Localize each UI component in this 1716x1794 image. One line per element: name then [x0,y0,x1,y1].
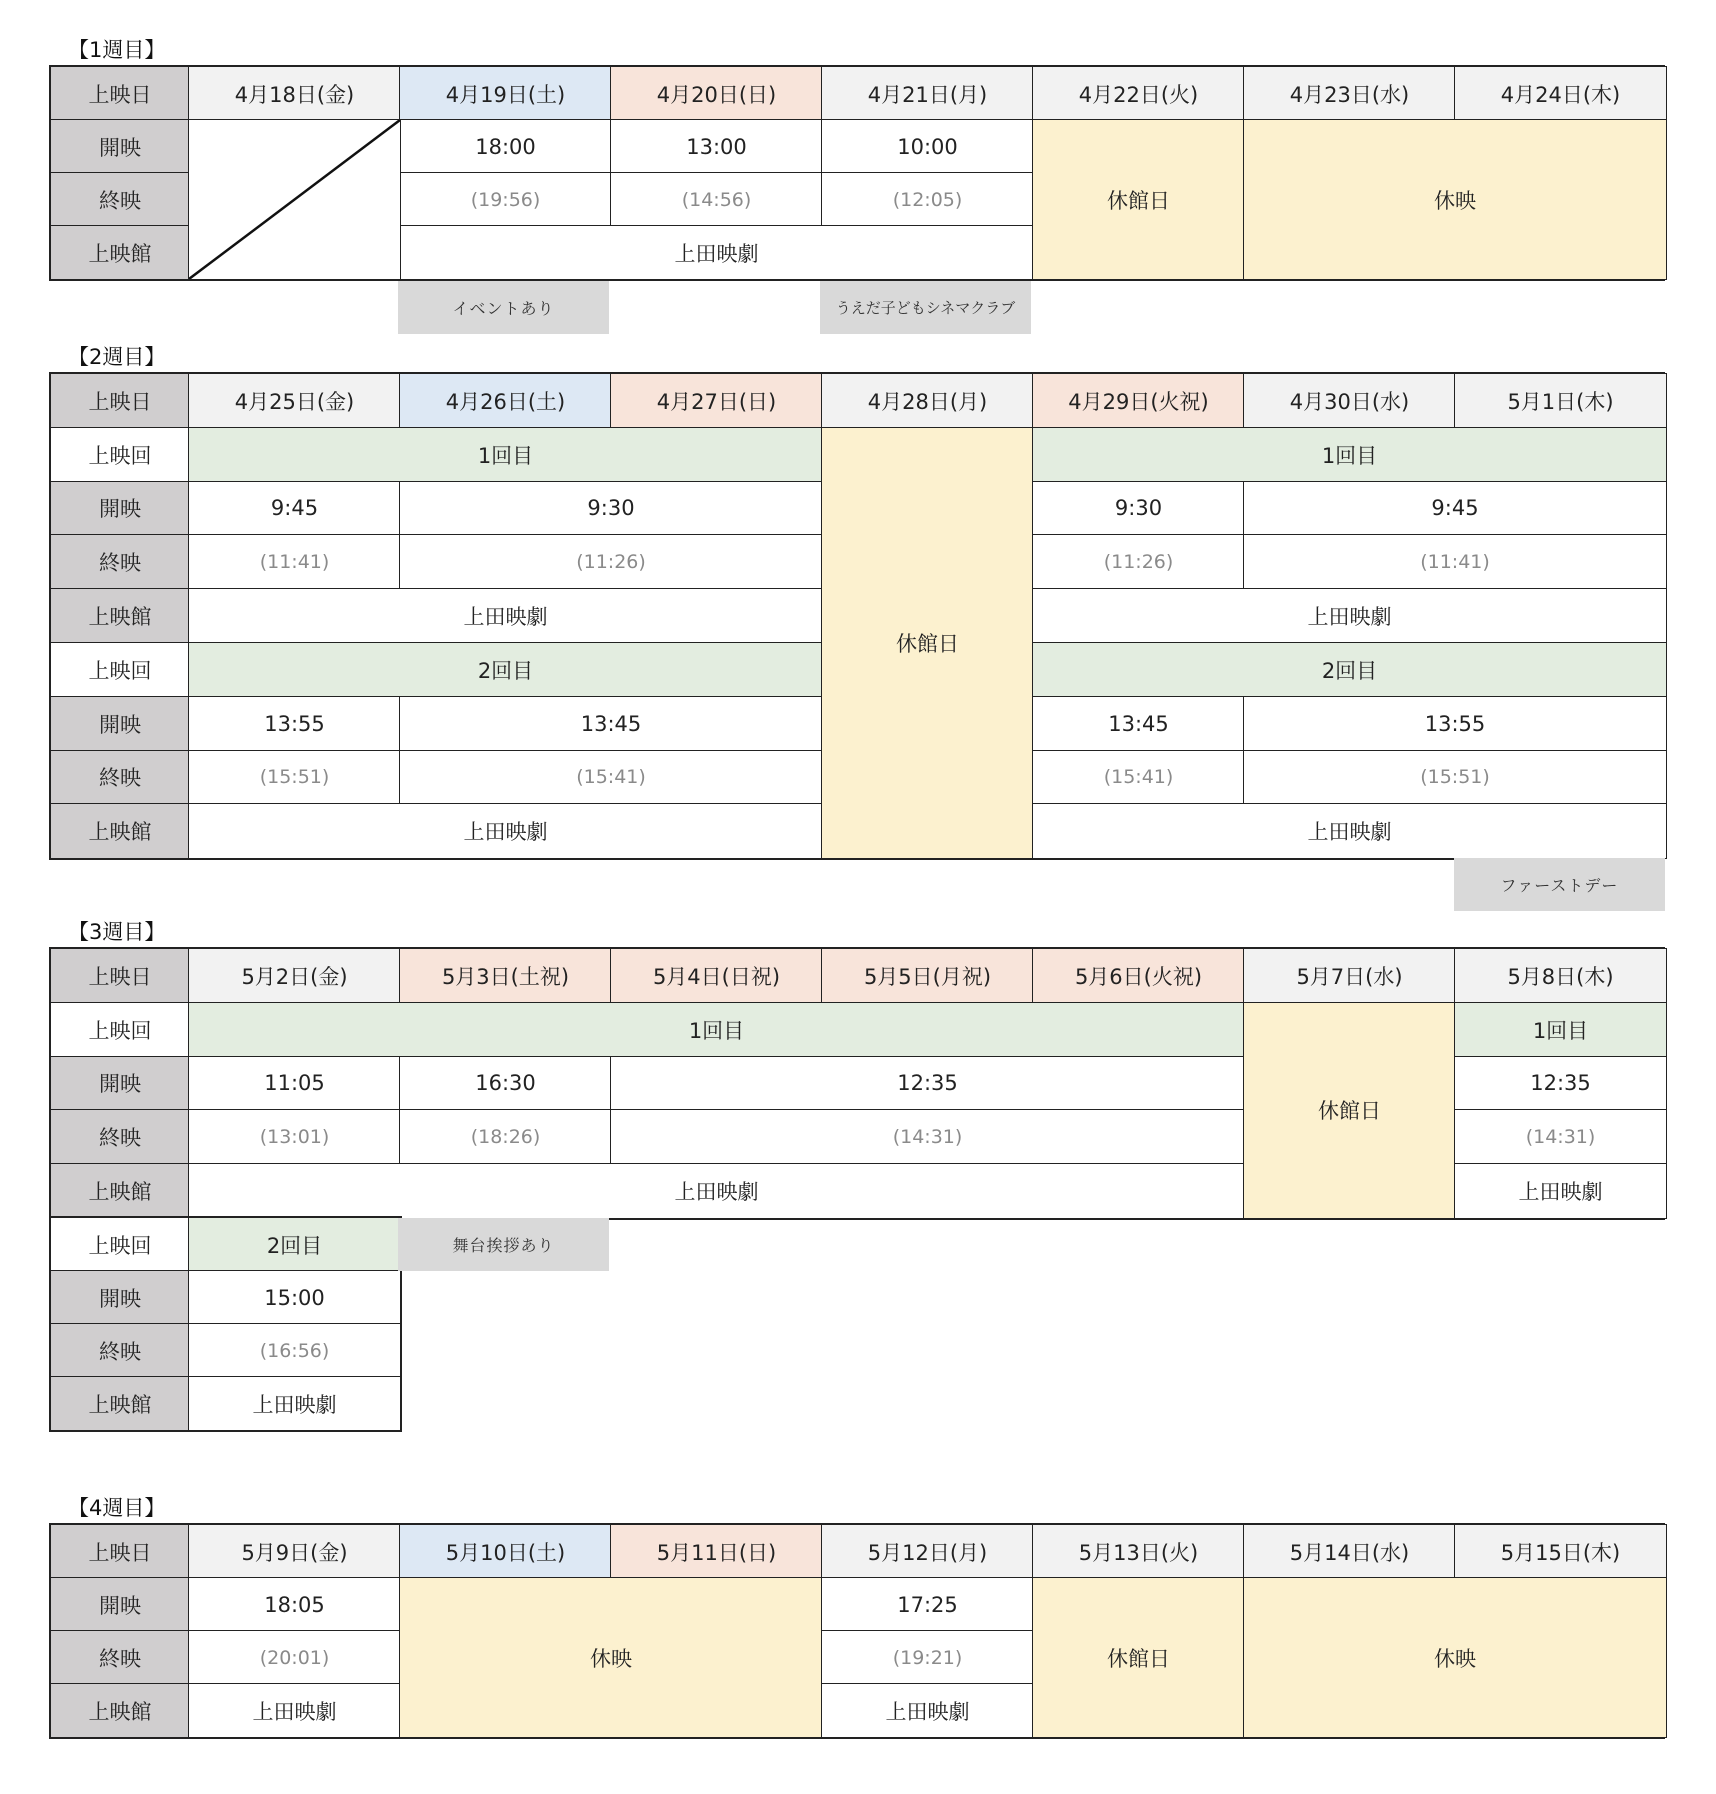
end-time: (13:01) [189,1110,400,1164]
week2-heading: 【2週目】 [68,345,166,369]
week3-round2-table [49,1216,402,1432]
week3-table [49,947,1665,1220]
note-event: イベントあり [398,281,609,334]
end-time: (14:31) [1455,1110,1666,1164]
end-time: (19:56) [400,173,611,226]
row-label-end: 終映 [51,1324,189,1377]
row-label-venue: 上映館 [51,1684,189,1737]
closed-day-cell: 休館日 [822,428,1033,858]
open-time: 18:05 [189,1578,400,1631]
no-show-cell: 休映 [1244,1578,1666,1737]
end-time: (15:51) [189,751,400,805]
open-time: 17:25 [822,1578,1033,1631]
end-time: (11:41) [189,535,400,589]
date-header: 4月24日(木) [1455,67,1666,120]
open-time: 15:00 [189,1271,400,1324]
venue-cell: 上田映劇 [1033,804,1666,858]
venue-cell: 上田映劇 [189,804,822,858]
date-header: 4月30日(水) [1244,374,1455,428]
no-show-cell: 休映 [400,1578,822,1737]
date-header: 5月8日(木) [1455,949,1666,1003]
date-header: 4月29日(火祝) [1033,374,1244,428]
end-time: (14:31) [611,1110,1244,1164]
week4-heading: 【4週目】 [68,1496,166,1520]
date-header: 4月25日(金) [189,374,400,428]
week1-heading: 【1週目】 [68,38,166,62]
row-label-venue: 上映館 [51,804,189,858]
date-header: 4月22日(火) [1033,67,1244,120]
row-label-date: 上映日 [51,1525,189,1578]
end-time: (11:41) [1244,535,1666,589]
row-label-open: 開映 [51,697,189,751]
empty-diagonal-cell [189,120,400,279]
open-time: 9:30 [400,482,822,536]
open-time: 12:35 [611,1057,1244,1111]
date-header: 4月26日(土) [400,374,611,428]
round-1-cell: 1回目 [189,428,822,482]
date-header: 5月15日(木) [1455,1525,1666,1578]
row-label-end: 終映 [51,1110,189,1164]
date-header: 5月12日(月) [822,1525,1033,1578]
end-time: (19:21) [822,1631,1033,1684]
open-time: 13:55 [189,697,400,751]
row-label-end: 終映 [51,535,189,589]
venue-cell: 上田映劇 [400,226,1033,279]
closed-day-cell: 休館日 [1033,120,1244,279]
open-time: 12:35 [1455,1057,1666,1111]
row-label-open: 開映 [51,1578,189,1631]
end-time: (15:51) [1244,751,1666,805]
round-2-cell: 2回目 [189,643,822,697]
open-time: 18:00 [400,120,611,173]
venue-cell: 上田映劇 [1455,1164,1666,1218]
open-time: 13:45 [400,697,822,751]
row-label-open: 開映 [51,120,189,173]
date-header: 4月19日(土) [400,67,611,120]
no-show-cell: 休映 [1244,120,1666,279]
end-time: (18:26) [400,1110,611,1164]
row-label-round: 上映回 [51,643,189,697]
end-time: (11:26) [1033,535,1244,589]
row-label-open: 開映 [51,1271,189,1324]
note-first-day: ファーストデー [1454,858,1665,911]
round-2-cell: 2回目 [1033,643,1666,697]
date-header: 5月14日(水) [1244,1525,1455,1578]
row-label-venue: 上映館 [51,1164,189,1218]
venue-cell: 上田映劇 [189,1377,400,1430]
date-header: 5月4日(日祝) [611,949,822,1003]
week1-table [49,65,1665,281]
row-label-venue: 上映館 [51,1377,189,1430]
date-header: 5月2日(金) [189,949,400,1003]
date-header: 5月1日(木) [1455,374,1666,428]
end-time: (15:41) [400,751,822,805]
end-time: (16:56) [189,1324,400,1377]
date-header: 4月18日(金) [189,67,400,120]
round-1-cell: 1回目 [1455,1003,1666,1057]
open-time: 11:05 [189,1057,400,1111]
week3-heading: 【3週目】 [68,920,166,944]
venue-cell: 上田映劇 [822,1684,1033,1737]
week4-table [49,1523,1665,1739]
row-label-open: 開映 [51,1057,189,1111]
closed-day-cell: 休館日 [1033,1578,1244,1737]
open-time: 13:45 [1033,697,1244,751]
diagonal-slash [189,120,400,279]
open-time: 9:45 [1244,482,1666,536]
row-label-date: 上映日 [51,949,189,1003]
round-2-cell: 2回目 [189,1218,400,1271]
row-label-venue: 上映館 [51,589,189,643]
row-label-open: 開映 [51,482,189,536]
date-header: 4月27日(日) [611,374,822,428]
date-header: 5月7日(水) [1244,949,1455,1003]
date-header: 4月28日(月) [822,374,1033,428]
round-1-cell: 1回目 [189,1003,1244,1057]
row-label-round: 上映回 [51,1003,189,1057]
date-header: 5月5日(月祝) [822,949,1033,1003]
open-time: 13:00 [611,120,822,173]
date-header: 5月10日(土) [400,1525,611,1578]
date-header: 4月21日(月) [822,67,1033,120]
end-time: (20:01) [189,1631,400,1684]
date-header: 5月13日(火) [1033,1525,1244,1578]
row-label-venue: 上映館 [51,226,189,279]
open-time: 9:45 [189,482,400,536]
date-header: 5月9日(金) [189,1525,400,1578]
closed-day-cell: 休館日 [1244,1003,1455,1218]
open-time: 13:55 [1244,697,1666,751]
open-time: 16:30 [400,1057,611,1111]
end-time: (15:41) [1033,751,1244,805]
row-label-round: 上映回 [51,428,189,482]
row-label-date: 上映日 [51,67,189,120]
venue-cell: 上田映劇 [189,1164,1244,1218]
row-label-round: 上映回 [51,1218,189,1271]
date-header: 5月11日(日) [611,1525,822,1578]
date-header: 5月3日(土祝) [400,949,611,1003]
end-time: (11:26) [400,535,822,589]
round-1-cell: 1回目 [1033,428,1666,482]
end-time: (12:05) [822,173,1033,226]
week2-table [49,372,1665,860]
row-label-end: 終映 [51,751,189,805]
date-header: 4月23日(水) [1244,67,1455,120]
row-label-date: 上映日 [51,374,189,428]
open-time: 10:00 [822,120,1033,173]
row-label-end: 終映 [51,1631,189,1684]
venue-cell: 上田映劇 [189,589,822,643]
note-kids-cinema-club: うえだ子どもシネマクラブ [820,281,1031,334]
end-time: (14:56) [611,173,822,226]
row-label-end: 終映 [51,173,189,226]
venue-cell: 上田映劇 [1033,589,1666,643]
date-header: 5月6日(火祝) [1033,949,1244,1003]
note-stage-greeting: 舞台挨拶あり [398,1218,609,1271]
open-time: 9:30 [1033,482,1244,536]
venue-cell: 上田映劇 [189,1684,400,1737]
date-header: 4月20日(日) [611,67,822,120]
